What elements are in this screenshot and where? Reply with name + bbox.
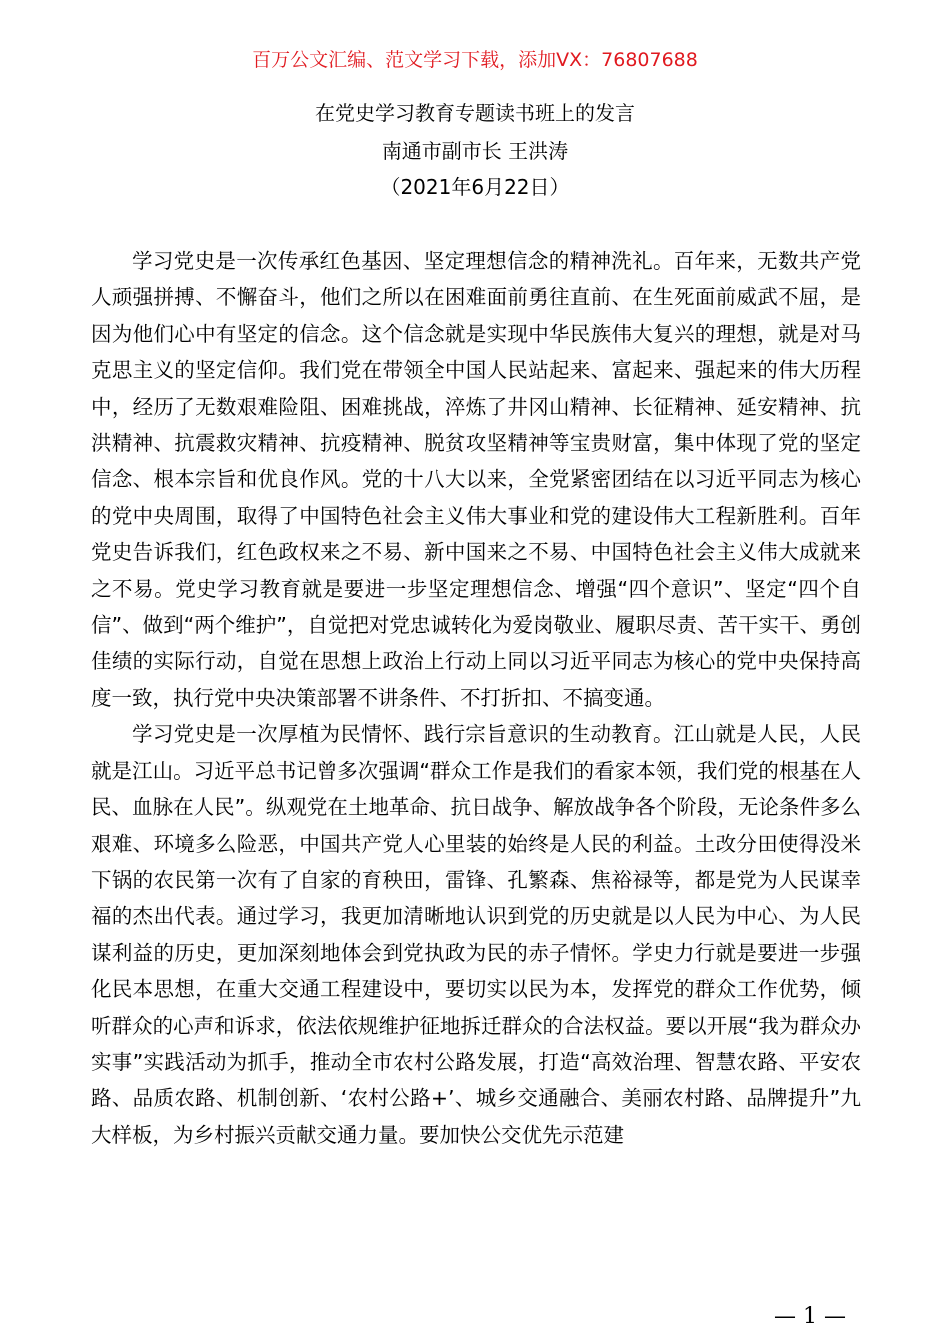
watermark-banner: 百万公文汇编、范文学习下载，添加VX：76807688 [252,49,698,71]
body-paragraph-1: 学习党史是一次传承红色基因、坚定理想信念的精神洗礼。百年来，无数共产党人顽强拼搏、不懈奋斗，他们之所以在困难面前勇往直前、在生死面前威武不屈，是因为他们心中有坚定的信念。这个信念就是实现中华民族伟大复兴的理想，就是对马克思主义的坚定信仰。我们党在带领全中国人民站起来、富起来、强起来的伟大历程中，经历了无数艰难险阻、困难挑战，淬炼了井冈山精神、长征精神、延安精神、抗洪精神、抗震救灾精神、抗疫精神、脱贫攻坚精神等宝贵财富，集中体现了党的坚定信念、根本宗旨和优良作风。党的十八大以来，全党紧密团结在以习近平同志为核心的党中央周围，取得了中国特色社会主义伟大事业和党的建设伟大工程新胜利。百年党史告诉我们，红色政权来之不易、新中国来之不易、中国特色社会主义伟大成就来之不易。党史学习教育就是要进一步坚定理想信念、增强“四个意识”、坚定“四个自信”、做到“两个维护”，自觉把对党忠诚转化为爱岗敬业、履职尽责、苦干实干、勇创佳绩的实际行动，自觉在思想上政治上行动上同以习近平同志为核心的党中央保持高度一致，执行党中央决策部署不讲条件、不打折扣、不搞变通。 [91,249,861,710]
body-paragraph-2: 学习党史是一次厚植为民情怀、践行宗旨意识的生动教育。江山就是人民，人民就是江山。习近平总书记曾多次强调“群众工作是我们的看家本领，我们党的根基在人民、血脉在人民”。纵观党在土地革命、抗日战争、解放战争各个阶段，无论条件多么艰难、环境多么险恶，中国共产党人心里装的始终是人民的利益。土改分田使得没米下锅的农民第一次有了自家的育秧田，雷锋、孔繁森、焦裕禄等，都是党为人民谋幸福的杰出代表。通过学习，我更加清晰地认识到党的历史就是以人民为中心、为人民谋利益的历史，更加深刻地体会到党执政为民的赤子情怀。学史力行就是要进一步强化民本思想，在重大交通工程建设中，要切实以民为本，发挥党的群众工作优势，倾听群众的心声和诉求，依法依规维护征地拆迁群众的合法权益。要以开展“我为群众办实事”实践活动为抓手，推动全市农村公路发展，打造“高效治理、智慧农路、平安农路、品质农路、机制创新、‘农村公路+’、城乡交通融合、美丽农村路、品牌提升”九大样板，为乡村振兴贡献交通力量。要加快公交优先示范建 [91,722,861,1147]
document-title: 在党史学习教育专题读书班上的发言 [315,101,635,125]
document-body [91,243,861,1153]
page-number [0,1302,950,1332]
document-date: （2021年6月22日） [380,175,570,199]
document-author: 南通市副市长 王洪涛 [381,139,569,163]
page-number-label: — 1 — [774,1304,846,1329]
